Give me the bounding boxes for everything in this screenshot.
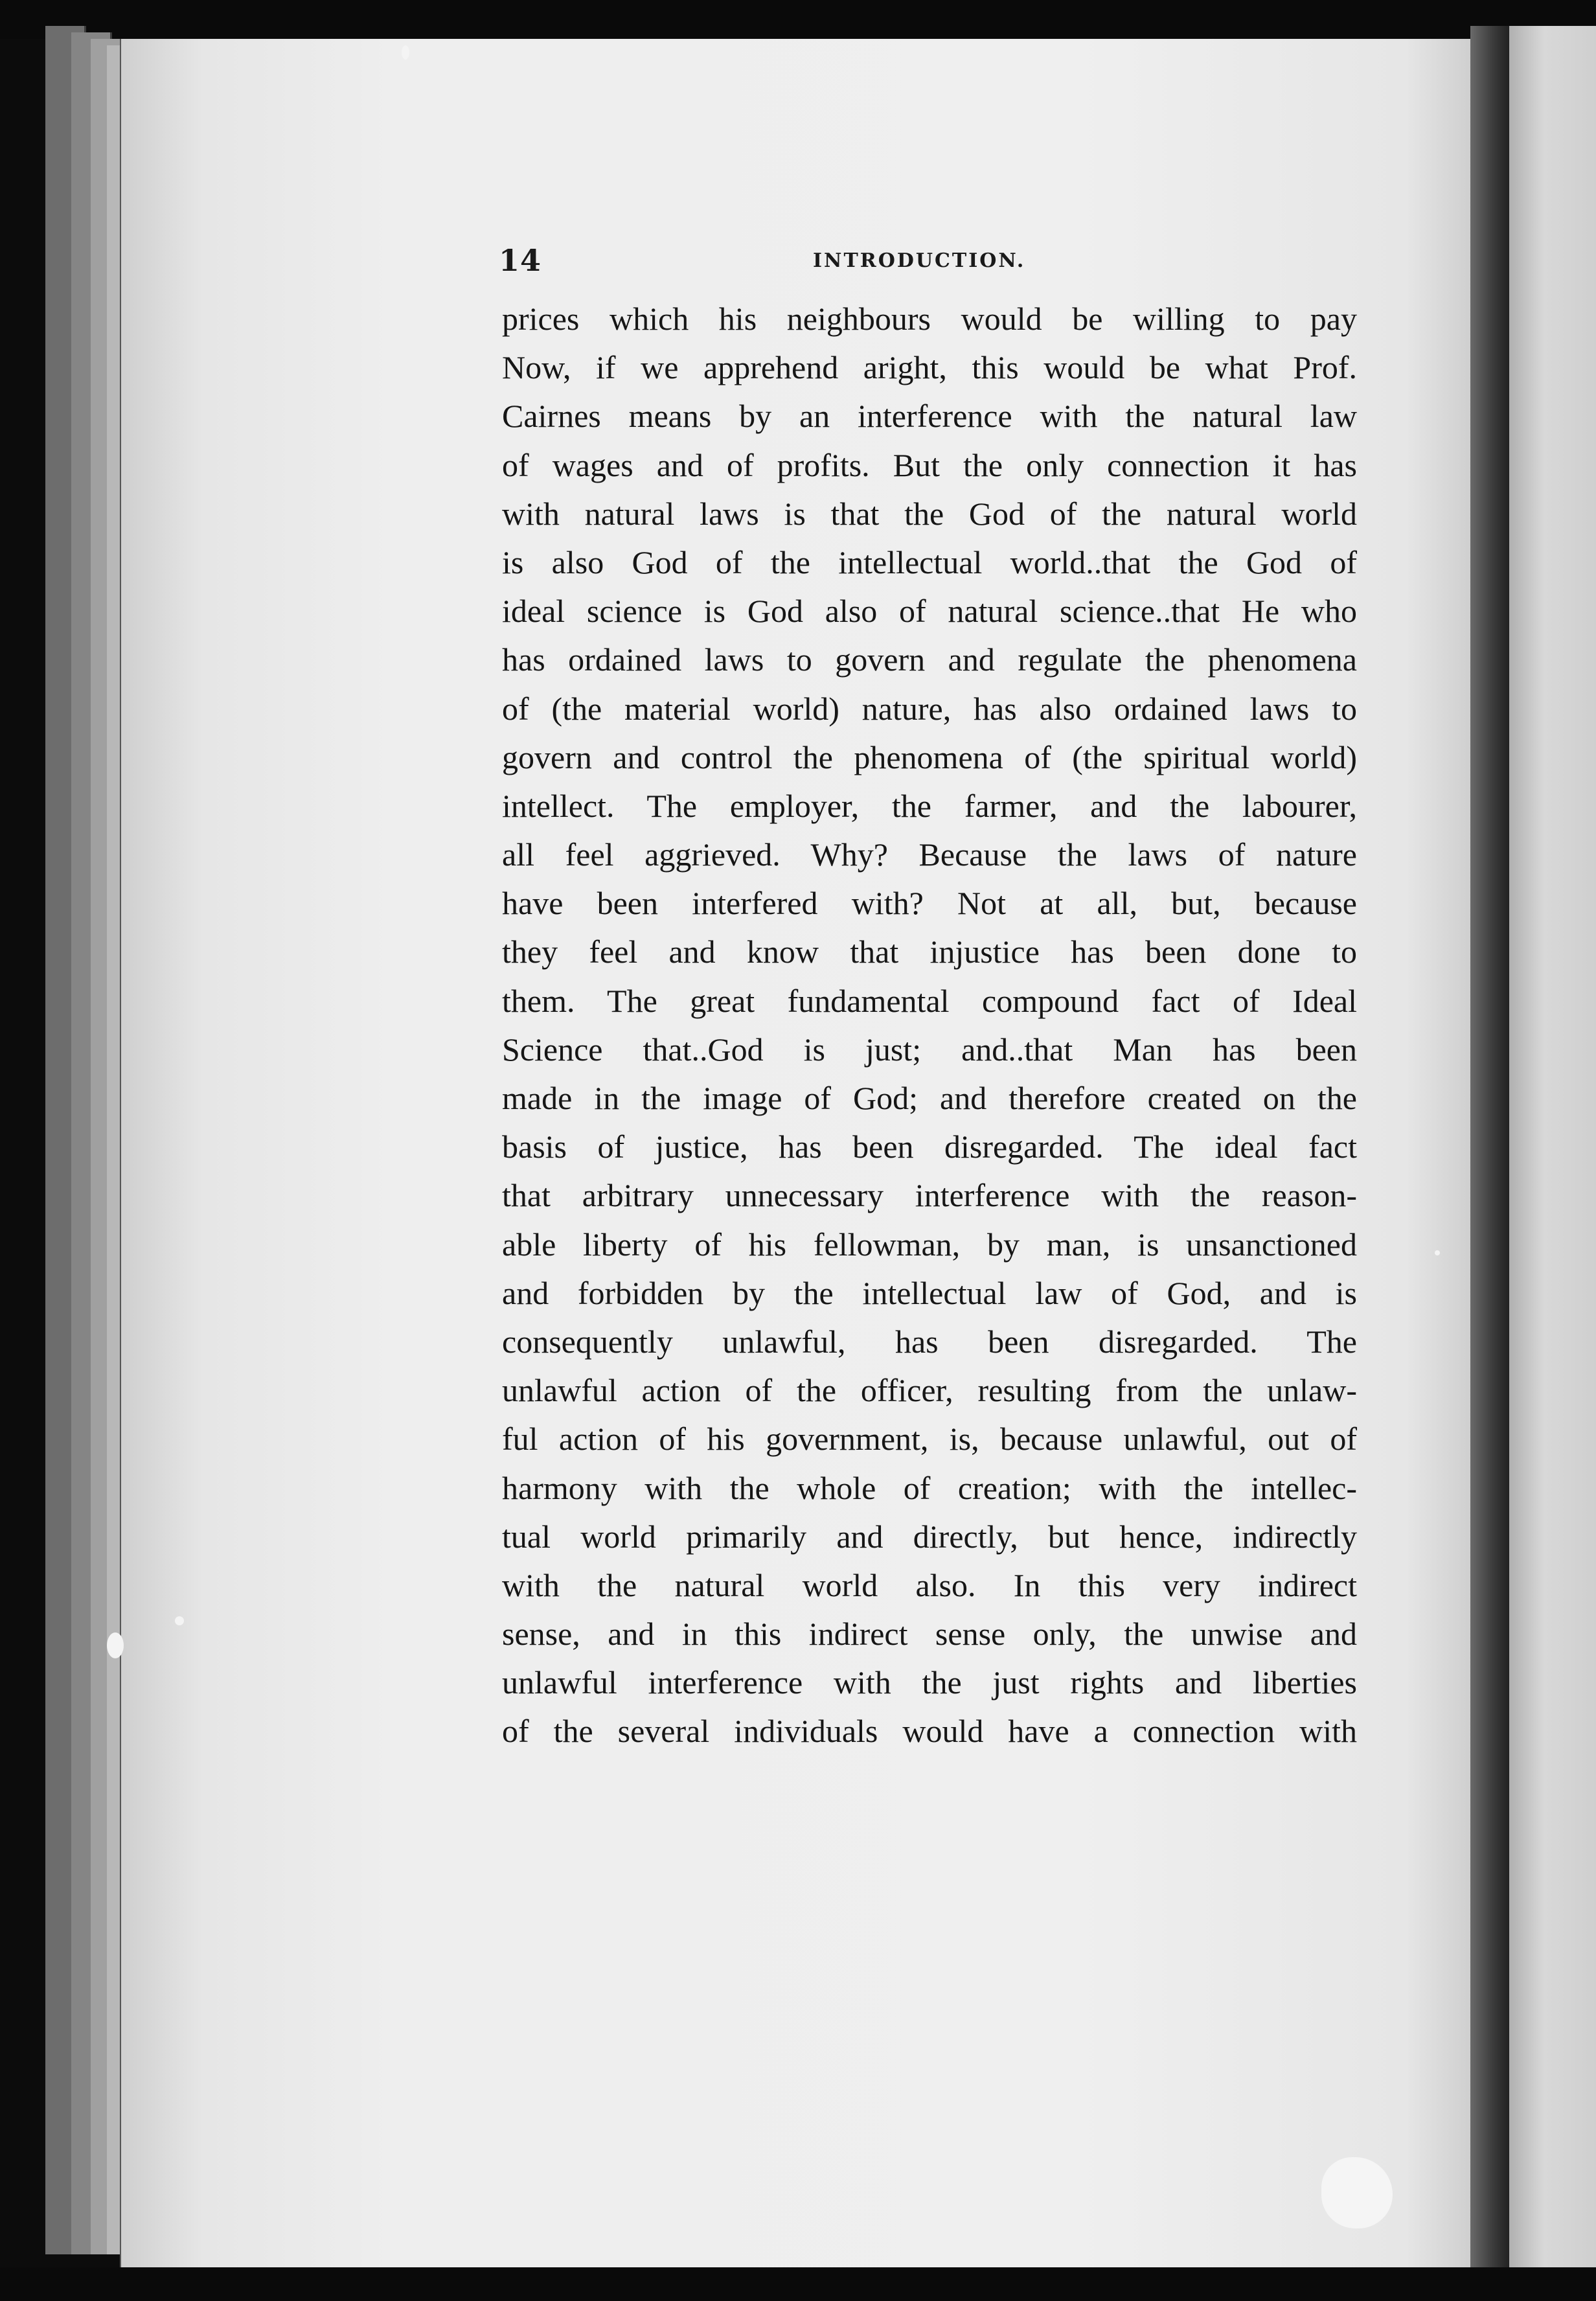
text-line: sense, and in this indirect sense only, the unwise and xyxy=(502,1616,1357,1653)
text-line: with natural laws is that the God of the natural world xyxy=(502,495,1357,532)
body-text xyxy=(502,295,1357,1756)
text-line: harmony with the whole of creation; with the intellec- xyxy=(502,1469,1357,1506)
text-line: have been interfered with? Not at all, but, because xyxy=(502,885,1357,922)
text-line: govern and control the phenomena of (the spiritual world) xyxy=(502,738,1357,775)
text-line: unlawful action of the officer, resulting from the unlaw- xyxy=(502,1372,1357,1409)
page-number: 14 xyxy=(499,243,542,278)
text-line: basis of justice, has been disregarded. The ideal fact xyxy=(502,1128,1357,1165)
scan-speck xyxy=(402,45,409,60)
text-line: ideal science is God also of natural science..that He who xyxy=(502,593,1357,630)
text-line: and forbidden by the intellectual law of God, and is xyxy=(502,1274,1357,1311)
text-line: of the several individuals would have a connection with xyxy=(502,1713,1357,1750)
text-line: all feel aggrieved. Why? Because the laws of nature xyxy=(502,836,1357,873)
text-line: ful action of his government, is, because unlawful, out of xyxy=(502,1421,1357,1458)
text-line: able liberty of his fellowman, by man, is unsanctioned xyxy=(502,1226,1357,1263)
text-line: Science that..God is just; and..that Man has been xyxy=(502,1031,1357,1068)
scan-speck xyxy=(1435,1250,1440,1255)
scan-speck xyxy=(107,1632,124,1658)
text-line: intellect. The employer, the farmer, and the labourer, xyxy=(502,787,1357,824)
text-line: has ordained laws to govern and regulate the phenomena xyxy=(502,641,1357,678)
running-head-title: INTRODUCTION. xyxy=(813,249,1026,272)
text-line: consequently unlawful, has been disregarded. The xyxy=(502,1323,1357,1360)
text-line: made in the image of God; and therefore created on the xyxy=(502,1080,1357,1116)
text-line: that arbitrary unnecessary interference with the reason- xyxy=(502,1177,1357,1214)
facing-page-edge xyxy=(1509,26,1596,2280)
scan-blot xyxy=(1321,2157,1393,2228)
text-line: of wages and of profits. But the only connection it has xyxy=(502,446,1357,483)
scan-bottom-border xyxy=(0,2267,1596,2301)
running-head xyxy=(499,243,1341,282)
text-line: Cairnes means by an interference with the natural law xyxy=(502,398,1357,435)
scan-top-border xyxy=(0,0,1596,39)
text-line: prices which his neighbours would be willing to pay xyxy=(502,301,1357,337)
book-gutter xyxy=(1470,26,1509,2280)
text-line: Now, if we apprehend aright, this would be what Prof. xyxy=(502,349,1357,386)
text-line: tual world primarily and directly, but hence, indirectly xyxy=(502,1518,1357,1555)
text-line: is also God of the intellectual world..that the God of xyxy=(502,544,1357,580)
text-line: with the natural world also. In this very indirect xyxy=(502,1566,1357,1603)
text-line: them. The great fundamental compound fact of Ideal xyxy=(502,982,1357,1019)
text-line: unlawful interference with the just rights and liberties xyxy=(502,1664,1357,1701)
text-line: of (the material world) nature, has also ordained laws to xyxy=(502,690,1357,727)
text-line: they feel and know that injustice has been done to xyxy=(502,933,1357,970)
scan-speck xyxy=(175,1616,184,1625)
